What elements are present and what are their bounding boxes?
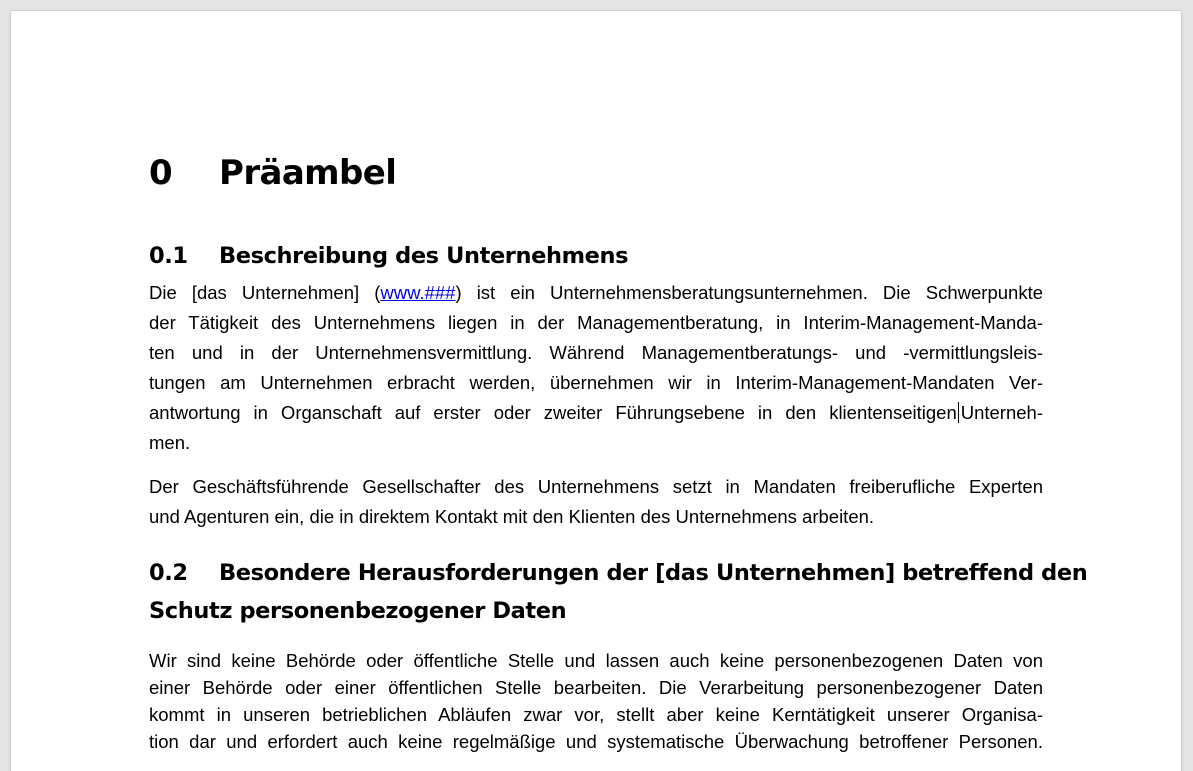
text-line: Der Geschäftsführende Gesellschafter des Unternehmens setzt in Mandaten freiberufliche Experten (149, 476, 1043, 497)
text-line: tungen am Unternehmen erbracht werden, übernehmen wir in Interim-Management-Mandaten Ver- (149, 372, 1043, 393)
heading-title: Beschreibung des Unternehmens (219, 243, 629, 269)
heading-number: 0.1 (149, 243, 188, 269)
heading-data-protection-challenges (149, 560, 1087, 586)
text-line: der Tätigkeit des Unternehmens liegen in der Managementberatung, in Interim-Management-Manda- (149, 312, 1043, 333)
text-run: antwortung in Organschaft auf erster oder zweiter Führungsebene in den klientenseitigen (149, 402, 957, 423)
text-line: einer Behörde oder einer öffentlichen Stelle bearbeiten. Die Verarbeitung personenbezogener Daten (149, 677, 1043, 698)
heading-data-protection-challenges-line2: Schutz personenbezogener Daten (149, 598, 567, 624)
heading-title: Besondere Herausforderungen der [das Unternehmen] betreffend den (219, 560, 1088, 586)
text-run: Unterneh- (960, 402, 1043, 423)
text-run: ) ist ein Unternehmensberatungsunternehmen. Die Schwerpunkte (455, 282, 1043, 303)
text-line (149, 398, 1043, 428)
text-line (149, 278, 1043, 308)
text-line: Wir sind keine Behörde oder öffentliche Stelle und lassen auch keine personenbezogenen Daten von (149, 650, 1043, 671)
text-line: und Agenturen ein, die in direktem Kontakt mit den Klienten des Unternehmens arbeiten. (149, 506, 875, 527)
heading-company-description (149, 243, 628, 269)
heading-number: 0 (149, 153, 173, 193)
website-link[interactable]: www.### (380, 282, 456, 303)
text-line: ten und in der Unternehmensvermittlung. Während Managementberatungs- und -vermittlungsleis- (149, 342, 1043, 363)
paragraph-managing-partner (149, 472, 1043, 532)
text-line: kommt in unseren betrieblichen Abläufen zwar vor, stellt aber keine Kerntätigkeit unserer Organisa- (149, 704, 1043, 725)
heading-title: Präambel (219, 153, 397, 193)
text-cursor (958, 402, 959, 423)
heading-number: 0.2 (149, 560, 188, 586)
text-line: men. (149, 432, 191, 453)
paragraph-not-authority (149, 647, 1043, 755)
heading-preamble (149, 153, 396, 193)
text-line: tion dar und erfordert auch keine regelmäßige und systematische Überwachung betroffener Personen. (149, 731, 1043, 752)
text-run: Die [das Unternehmen] ( (149, 282, 381, 303)
paragraph-company-intro (149, 278, 1043, 458)
document-page[interactable] (11, 11, 1181, 771)
